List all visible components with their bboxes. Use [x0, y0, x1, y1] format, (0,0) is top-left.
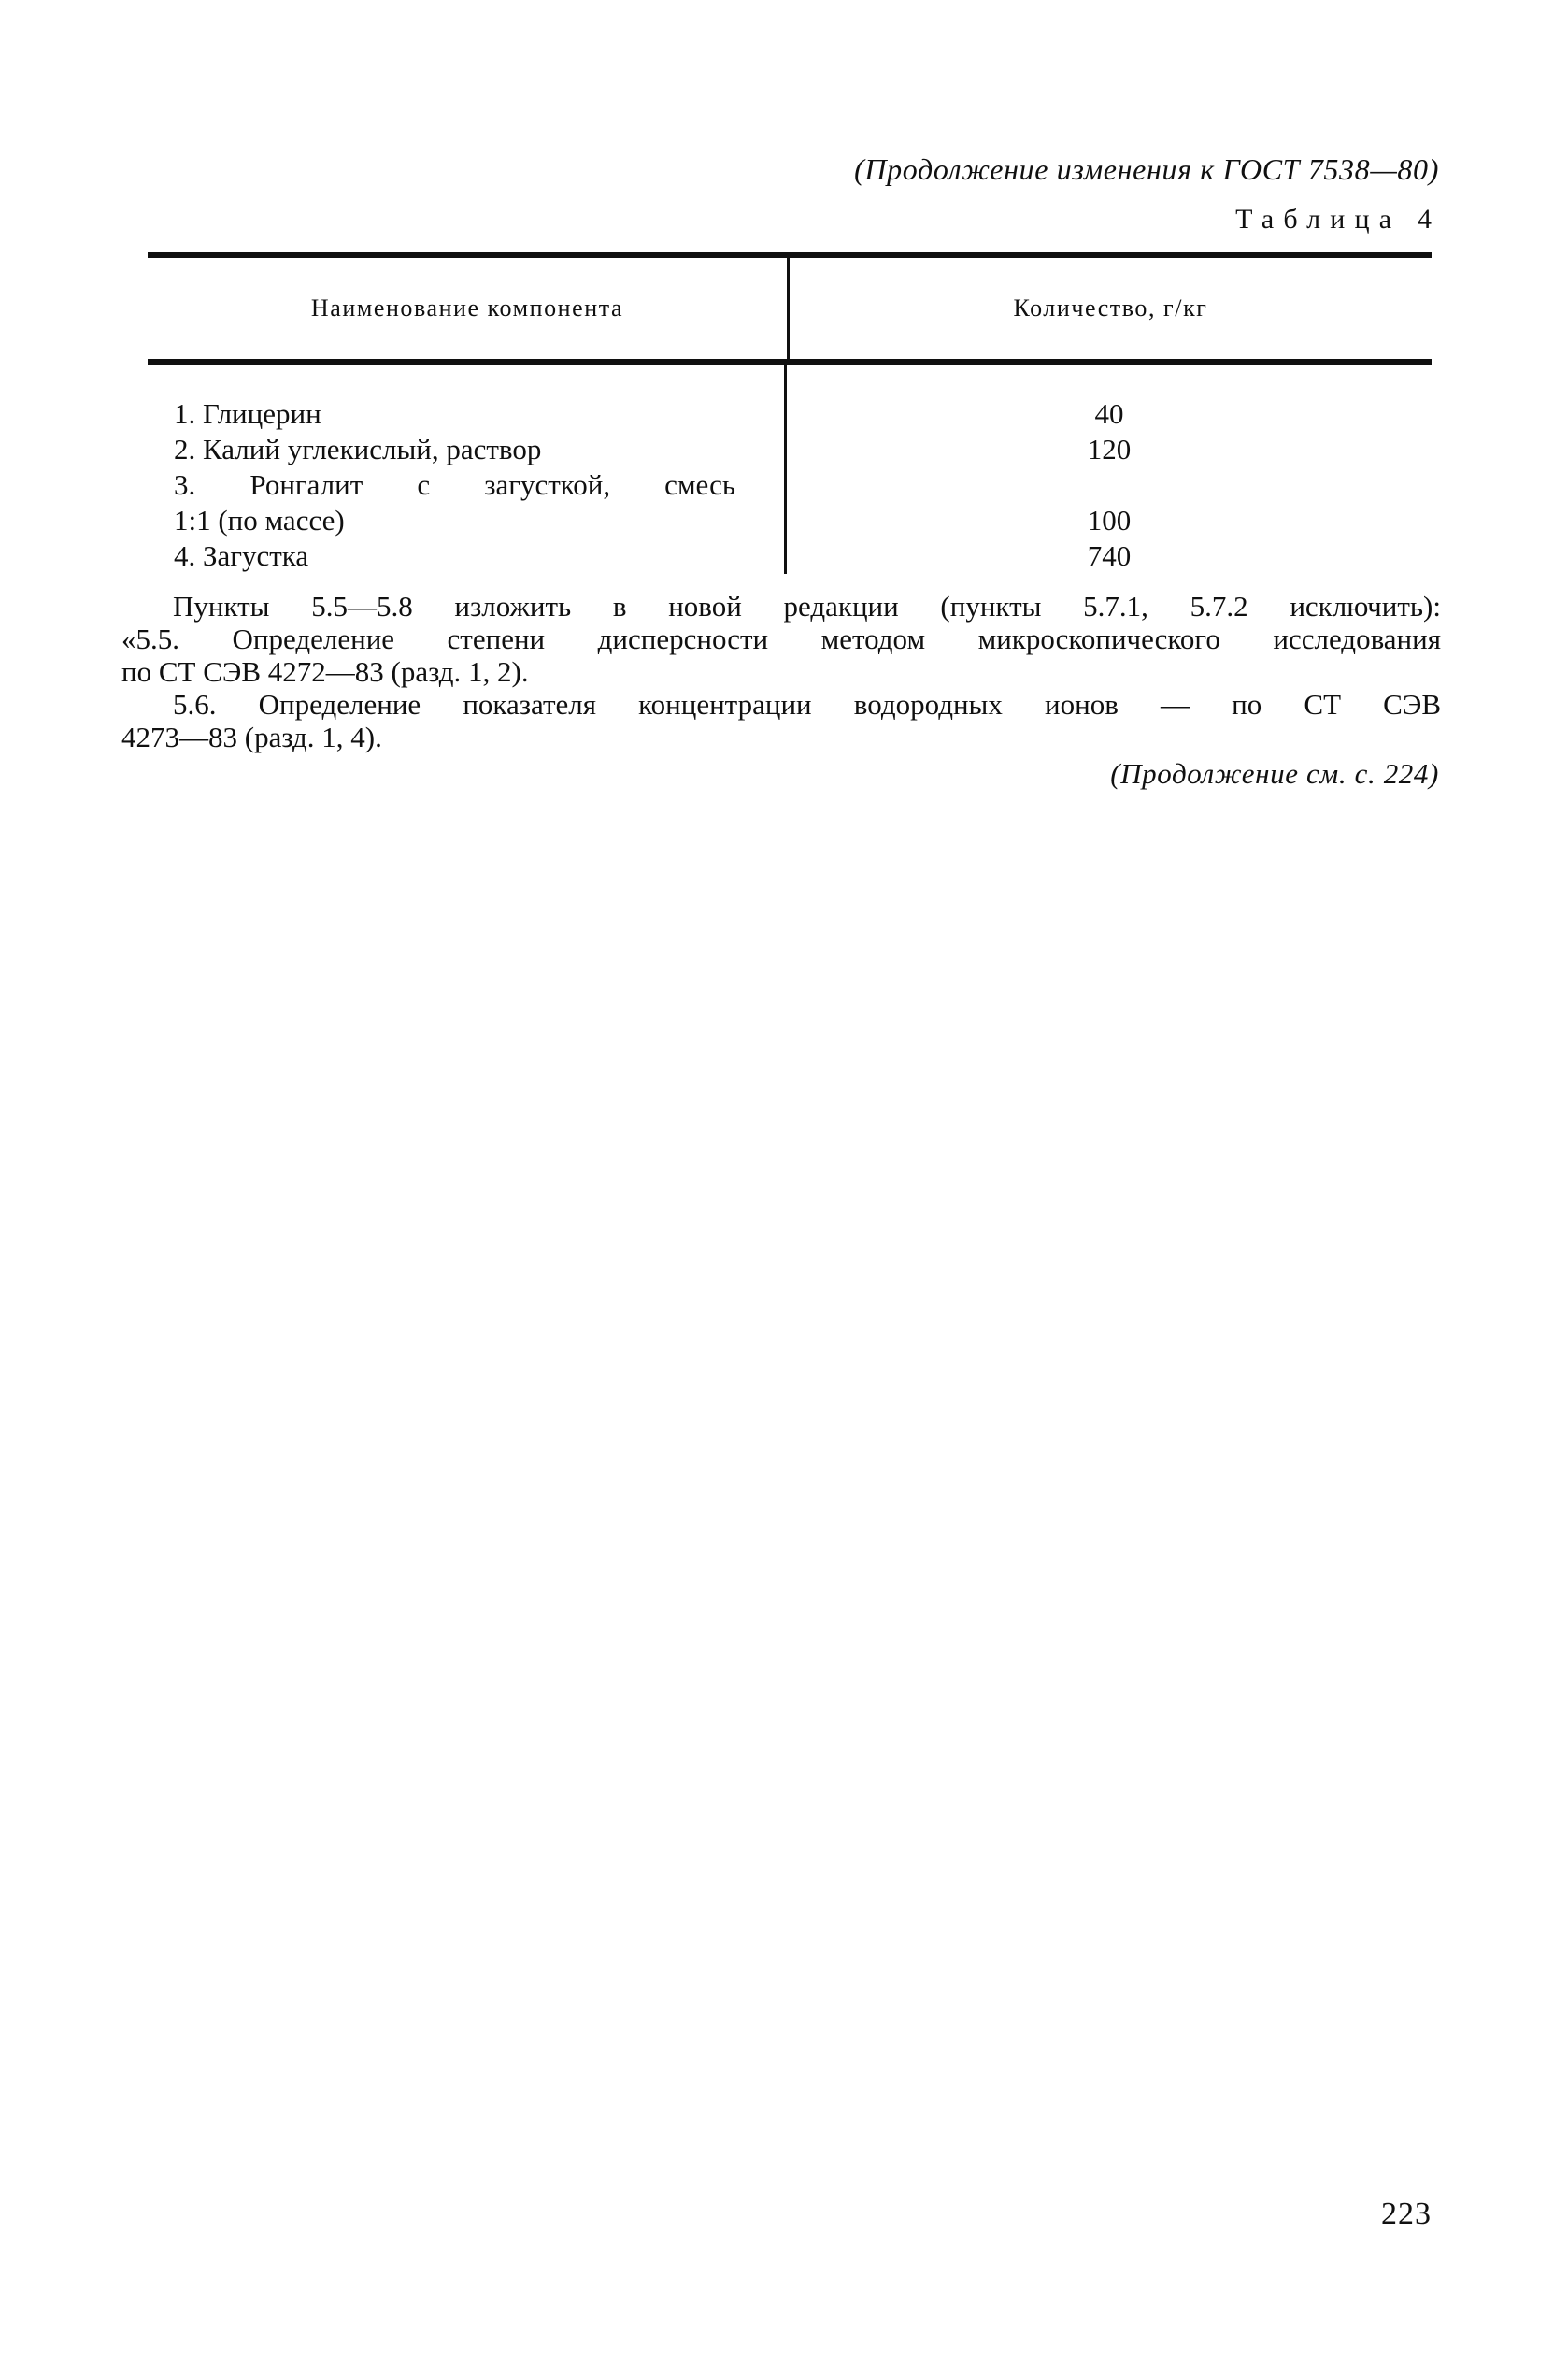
table-row [148, 396, 1432, 432]
table-caption-text: Таблица 4 [1235, 204, 1442, 235]
text-line: по СТ СЭВ 4272—83 (разд. 1, 2). [121, 655, 529, 688]
cell-component-name: 1:1 (по массе) [148, 503, 787, 538]
table-row-spacer [148, 365, 1432, 396]
cell-spacer [787, 365, 1432, 396]
table-row [148, 538, 1432, 574]
cell-quantity [787, 467, 1432, 503]
table-row [148, 432, 1432, 467]
continuation-note: (Продолжение см. с. 224) [1110, 757, 1439, 790]
table-caption [121, 204, 1442, 236]
table-header-row [148, 258, 1432, 359]
cell-component-name: 1. Глицерин [148, 396, 787, 432]
amendment-text-block [121, 590, 1441, 753]
cell-quantity: 740 [1087, 539, 1132, 572]
text-line: «5.5. Определение степени дисперсности методом микроскопического исследования [121, 623, 1441, 655]
components-table [148, 252, 1432, 574]
page-number: 223 [1380, 2197, 1432, 2231]
text-line: 5.6. Определение показателя концентрации водородных ионов — по СТ СЭВ [173, 688, 1441, 721]
table-row [148, 467, 1432, 503]
cell-spacer [148, 365, 787, 396]
cell-quantity: 40 [1094, 397, 1124, 430]
table-body [148, 365, 1432, 574]
document-continuation-header: (Продолжение изменения к ГОСТ 7538—80) [854, 152, 1439, 186]
table-row [148, 503, 1432, 538]
text-line: Пункты 5.5—5.8 изложить в новой редакции (пункты 5.7.1, 5.7.2 исключить): [173, 590, 1441, 623]
column-header-component-name: Наименование компонента [148, 258, 790, 359]
column-header-quantity: Количество, г/кг [1013, 294, 1208, 322]
text-line: 4273—83 (разд. 1, 4). [121, 721, 382, 753]
cell-component-name: 2. Калий углекислый, раствор [148, 432, 787, 467]
cell-quantity: 100 [1087, 504, 1132, 537]
cell-quantity: 120 [1087, 433, 1132, 465]
cell-component-name: 4. Загустка [148, 538, 787, 574]
cell-component-name: 3. Ронгалит с загусткой, смесь [148, 467, 787, 503]
